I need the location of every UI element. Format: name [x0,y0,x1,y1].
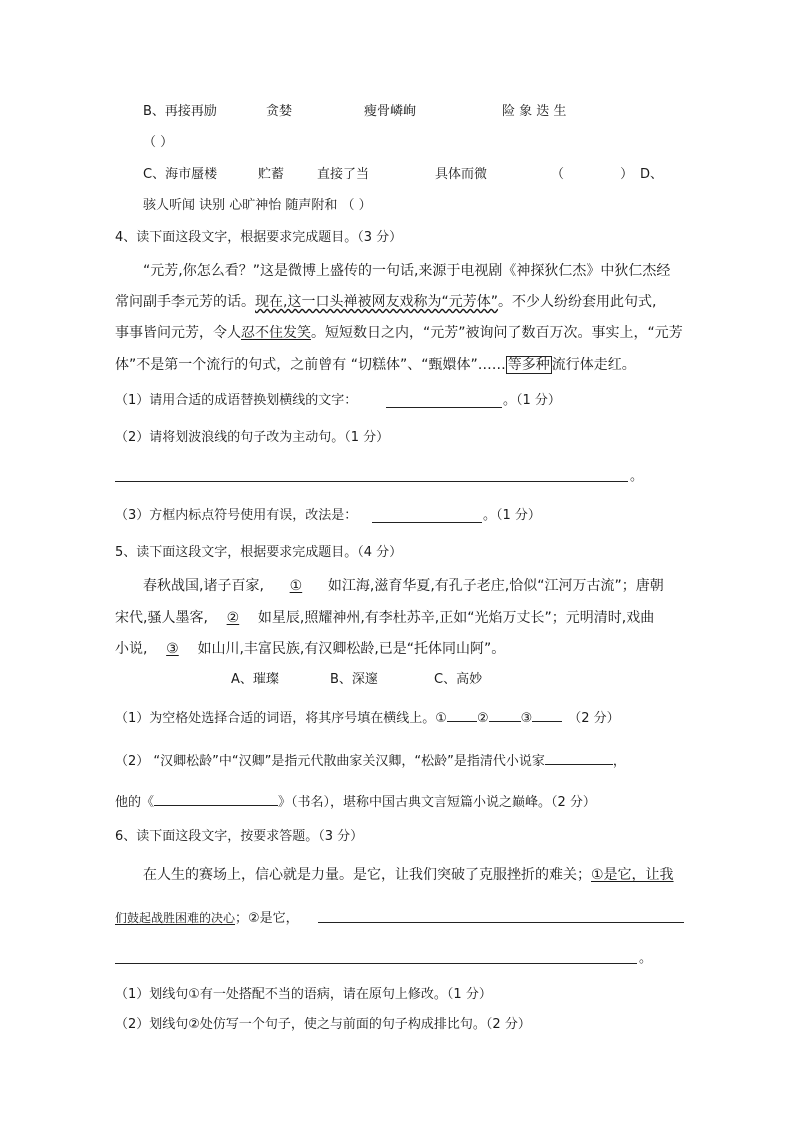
q5-passage-line-2: 宋代,骚人墨客, ② 如星辰,照耀神州,有李杜苏辛,正如“光焰万丈长”；元明清时,戏曲 [115,610,655,626]
q3-option-c-term-4: 具体而微 [435,167,488,182]
q5-blank-2[interactable]: ② [226,610,240,626]
q4-passage-line-2: 常问副手李元芳的话。现在,这一口头禅被网友戏称为“元芳体”。不少人纷纷套用此句式, [115,294,657,310]
q6-underlined-sentence-start: ①是它，让我 [591,867,674,883]
q6-passage-line-1: 在人生的赛场上，信心就是力量。是它，让我们突破了克服挫折的难关；①是它，让我 [143,867,674,883]
q6-heading: 6、读下面这段文字，按要求答题。（3 分） [115,829,364,844]
q4-sub-1-tail: 。（1 分） [503,393,561,408]
q5-option-a: A、璀璨 [231,672,279,687]
q4-passage-line-3: 事事皆问元芳，令人忍不住发笑。短短数日之内，“元芳”被询问了数百万次。事实上，“元芳 [115,325,683,341]
q4-sub-1: （1）请用合适的成语替换划横线的文字： [115,393,358,408]
q5-passage-line-3: 小说, ③ 如山川,丰富民族,有汉卿松龄,已是“托体同山阿”。 [115,641,506,657]
q3-option-b-term-1: B、再接再励 [143,104,217,119]
q5-sub-2-line-1: （2） “汉卿松龄”中“汉卿”是指元代散曲家关汉卿，“松龄”是指清代小说家 ， [115,750,626,771]
q5-option-b: B、深邃 [330,672,378,687]
q3-option-d: 骇人听闻 诀别 心旷神怡 随声附和 （ ） [143,198,372,213]
q5-answer-blank-2[interactable] [489,707,521,722]
q3-option-b-term-3: 瘦骨嶙峋 [364,104,417,119]
q4-sub-3: （3）方框内标点符号使用有误，改法是： [115,508,358,523]
q5-blank-3[interactable]: ③ [166,641,179,657]
q4-boxed-text: 等多种 [507,357,550,373]
q3-option-c-term-1: C、海市蜃楼 [143,167,218,182]
q3-option-b-term-4: 险 象 迭 生 [502,104,567,119]
q4-sub-1-answer-line[interactable] [386,407,502,408]
q5-answer-blank-1[interactable] [447,707,477,722]
q4-passage-line-4: 体”不是第一个流行的句式，之前曾有 “切糕体”、“甄嬛体”…… 等多种 流行体走红。 [115,357,636,373]
q3-option-c-term-2: 贮蓄 [258,167,285,182]
q6-sub-2: （2）划线句②处仿写一个句子，使之与前面的句子构成排比句。（2 分） [115,1017,531,1032]
q6-passage-line-2: 们鼓起战胜困难的决心；②是它， [115,911,299,926]
q6-sub-1: （1）划线句①有一处搭配不当的语病，请在原句上修改。（1 分） [115,987,492,1002]
q6-imitation-answer-line-2[interactable] [115,963,637,964]
q5-sub-1: （1）为空格处选择合适的词语，将其序号填在横线上。① ② ③ （2 分） [115,707,620,728]
q5-book-title-blank[interactable] [154,791,278,806]
q4-sub-3-tail: 。（1 分） [483,508,541,523]
q6-underlined-sentence-end: 们鼓起战胜困难的决心 [115,911,236,925]
q5-option-c: C、高妙 [434,672,483,687]
q6-line-3-tail: 。 [639,951,653,966]
q3-option-c-paren: （ ） [551,167,634,182]
q4-sub-2-answer-line[interactable] [115,481,628,482]
q5-sub-2-line-2: 他的《 》（书名），堪称中国古典文言短篇小说之巅峰。（2 分） [115,791,596,812]
q4-sub-3-answer-line[interactable] [372,522,482,523]
q5-passage-line-1: 春秋战国,诸子百家, ① 如江海,滋育华夏,有孔子老庄,恰似“江河万古流”；唐朝 [143,578,664,594]
q4-sub-2: （2）请将划波浪线的句子改为主动句。（1 分） [115,430,390,445]
q3-option-b-paren: （ ） [143,135,174,150]
q4-passage-line-1: “元芳,你怎么看？”这是微博上盛传的一句话,来源于电视剧《神探狄仁杰》中狄仁杰经 [143,263,671,279]
q4-wavy-sentence: 现在,这一口头禅被网友戏称为“元芳体” [255,294,498,310]
q3-option-c-term-3: 直接了当 [317,167,370,182]
q5-blank-1[interactable]: ① [289,578,303,594]
q5-answer-blank-3[interactable] [532,707,562,722]
q5-heading: 5、读下面这段文字，根据要求完成题目。（4 分） [115,545,403,560]
q5-author-blank[interactable] [545,750,613,765]
q6-imitation-answer-line-1[interactable] [318,922,684,923]
q4-underlined-phrase: 忍不住发笑 [241,325,311,341]
q3-option-b-term-2: 贪婪 [266,104,293,119]
q4-heading: 4、读下面这段文字，根据要求完成题目。（3 分） [115,230,403,245]
q3-option-d-label: D、 [640,167,664,182]
q4-sub-2-tail: 。 [630,469,644,484]
